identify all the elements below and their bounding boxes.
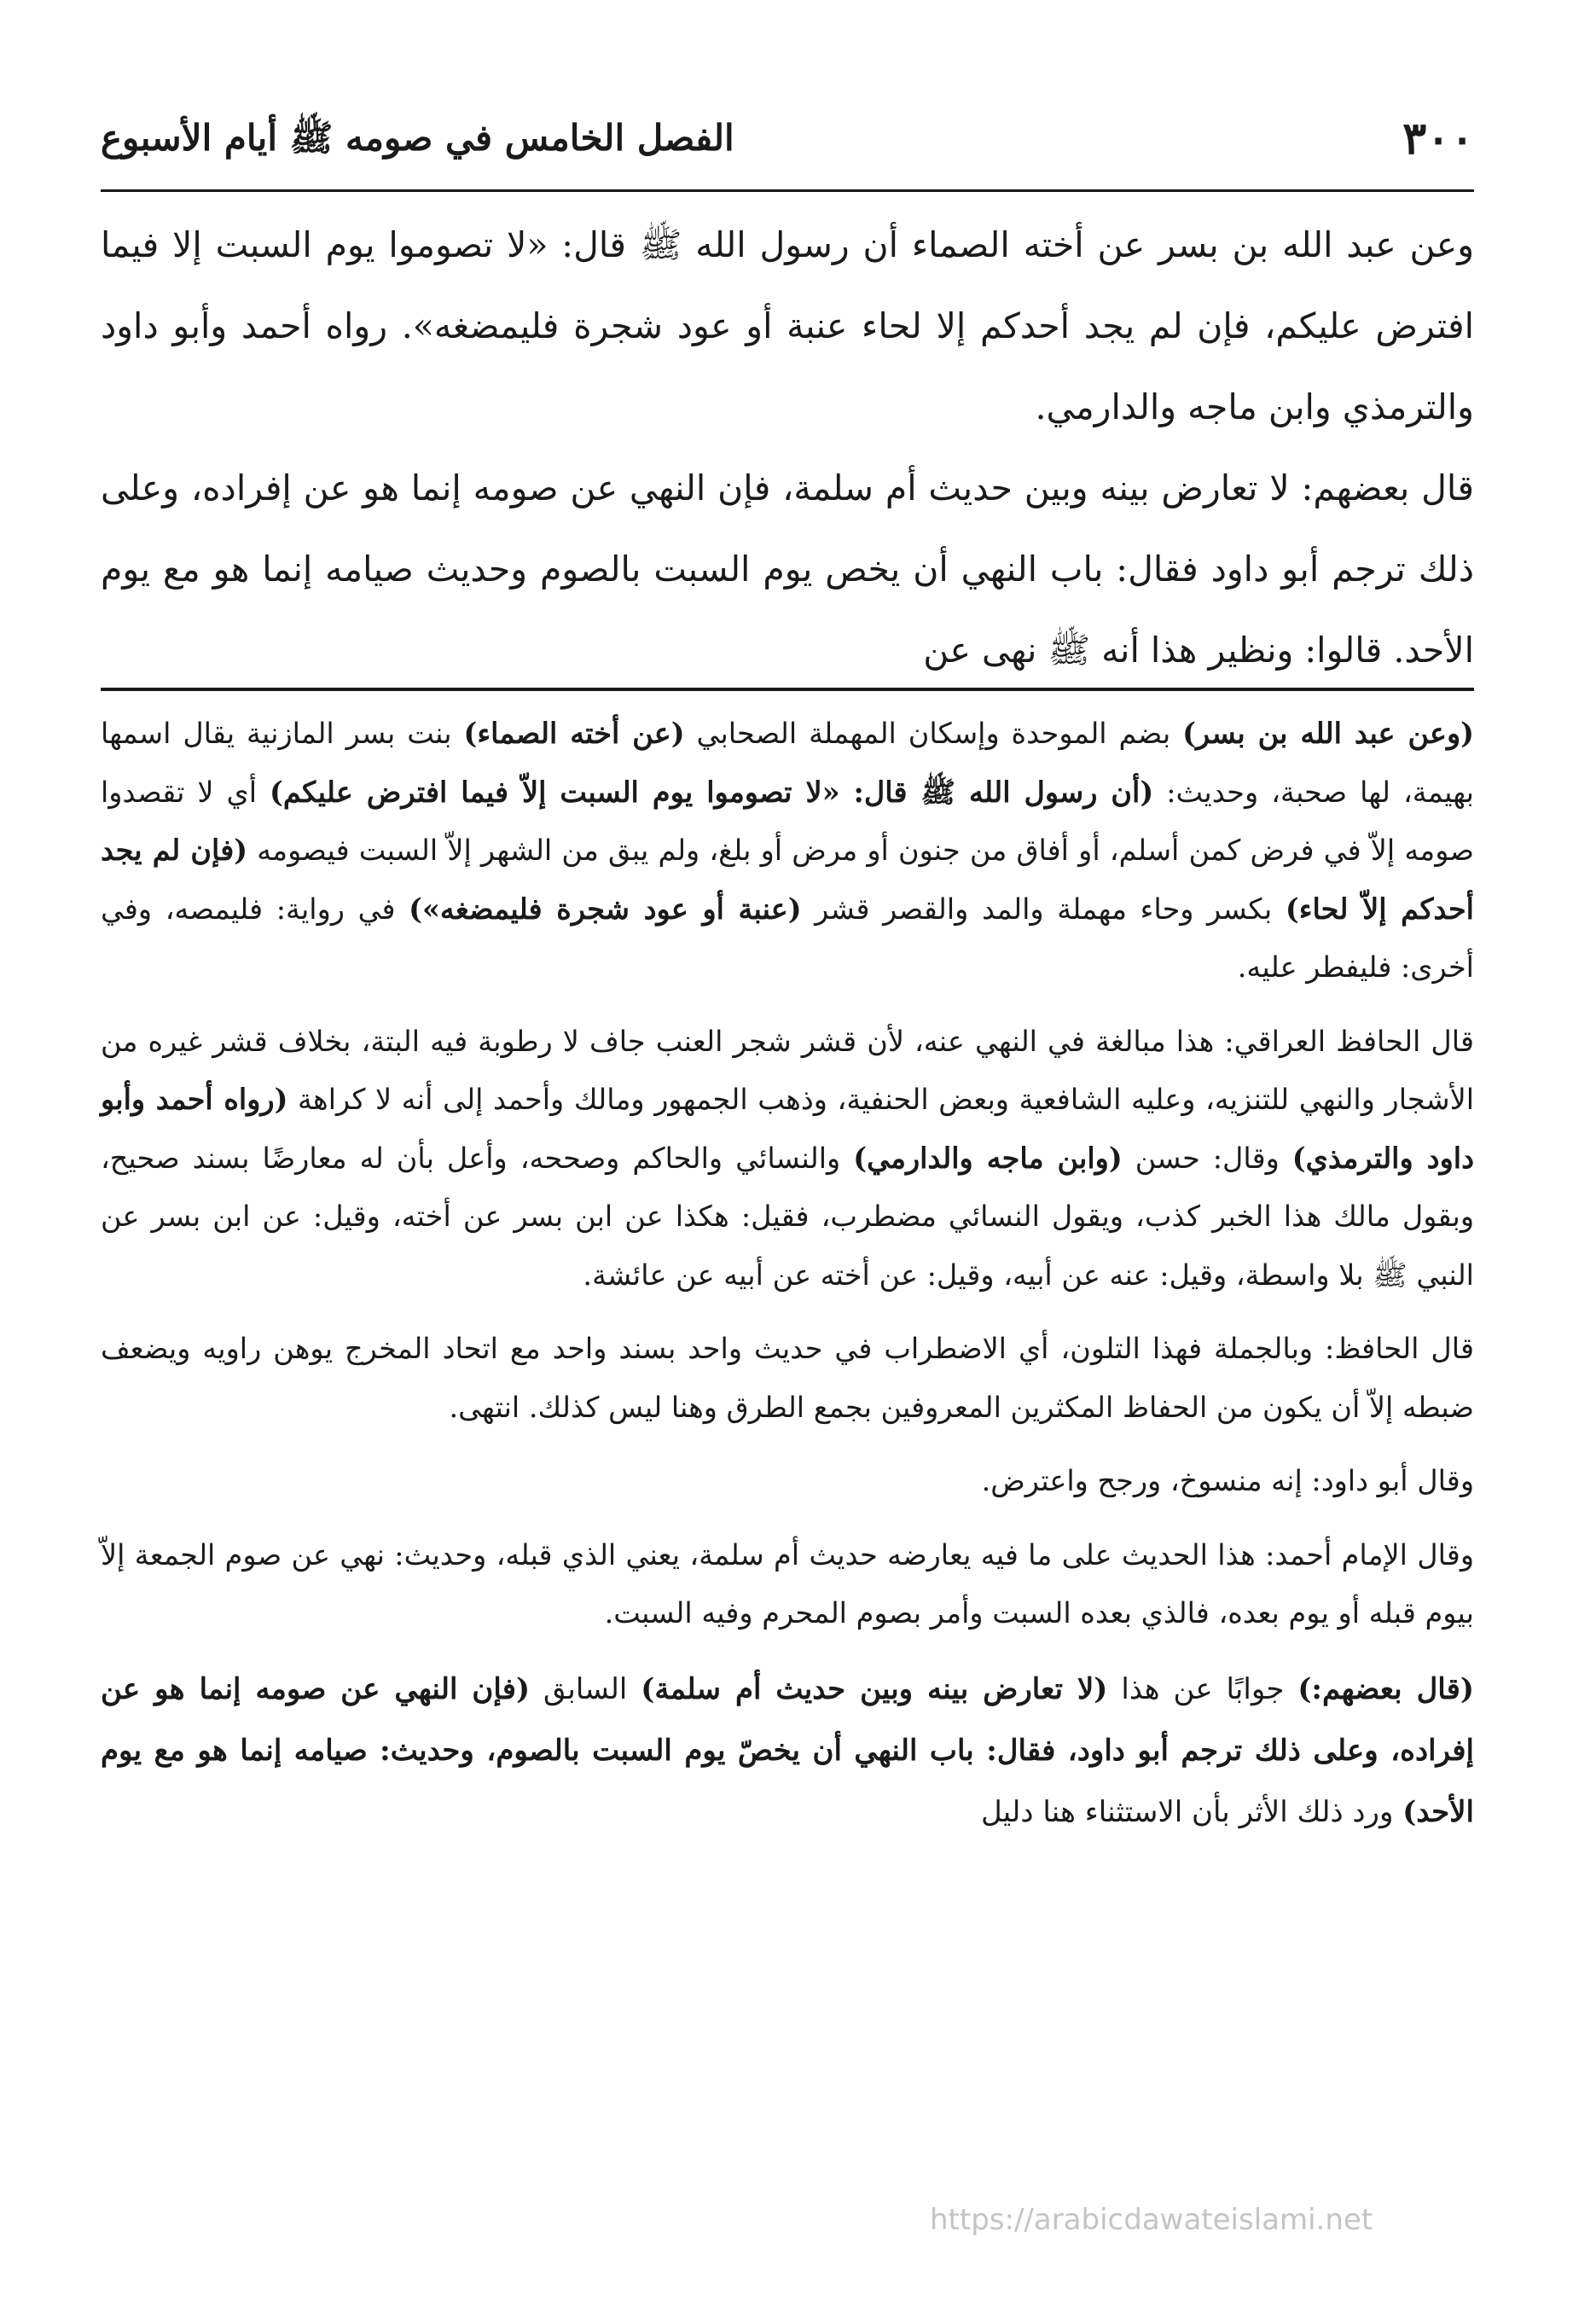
main-paragraph-hadith: وعن عبد الله بن بسر عن أخته الصماء أن رسول الله ﷺ قال: «لا تصوموا يوم السبت إلا فيما افترض عليكم، فإن لم يجد أحدكم إلا لحاء عنبة أو عود شجرة فليمضغه». رواه أحمد وأبو داود والترمذي وابن ماجه والدارمي. [101,224,1474,427]
commentary-paragraph-4: وقال أبو داود: إنه منسوخ، ورجح واعترض. [981,1464,1474,1497]
page-number: ٣٠٠ [1402,113,1474,165]
commentary-paragraph-1: (وعن عبد الله بن بسر) بضم الموحدة وإسكان المهملة الصحابي (عن أخته الصماء) بنت بسر المازنية يقال اسمها بهيمة، لها صحبة، وحديث: (أن رسول الله ﷺ قال: «لا تصوموا يوم السبت إلاّ فيما افترض عليكم) أي لا تقصدوا صومه إلاّ في فرض كمن أسلم، أو أفاق من جنون أو مرض أو بلغ، ولم يبق من الشهر إلاّ السبت فيصومه (فإن لم يجد أحدكم إلاّ لحاء) بكسر وحاء مهملة والمد والقصر قشر (عنبة أو عود شجرة فليمضغه») في رواية: فليمصه، وفي أخرى: فليفطر عليه. [101,717,1475,984]
commentary-paragraph-2: قال الحافظ العراقي: هذا مبالغة في النهي عنه، لأن قشر شجر العنب جاف لا رطوبة فيه البتة، بخلاف قشر غيره من الأشجار والنهي للتنزيه، وعليه الشافعية وبعض الحنفية، وذهب الجمهور ومالك وأحمد إلى أنه لا كراهة (رواه أحمد وأبو داود والترمذي) وقال: حسن (وابن ماجه والدارمي) والنسائي والحاكم وصححه، وأعل بأن له معارضًا بسند صحيح، وبقول مالك هذا الخبر كذب، ويقول النسائي مضطرب، فقيل: هكذا عن ابن بسر عن أخته، وقيل: عن ابن بسر عن النبي ﷺ بلا واسطة، وقيل: عنه عن أبيه، وقيل: عن أخته عن أبيه عن عائشة. [101,1024,1475,1292]
main-text [101,205,1474,691]
main-paragraph-reconciliation: قال بعضهم: لا تعارض بينه وبين حديث أم سلمة، فإن النهي عن صومه إنما هو عن إفراده، وعلى ذلك ترجم أبو داود فقال: باب النهي أن يخص يوم السبت بالصوم وحديث صيامه إنما هو مع يوم الأحد. قالوا: ونظير هذا أنه ﷺ نهى عن [101,468,1474,671]
commentary-paragraph-5: وقال الإمام أحمد: هذا الحديث على ما فيه يعارضه حديث أم سلمة، يعني الذي قبله، وحديث: نهي عن صوم الجمعة إلاّ بيوم قبله أو يوم بعده، فالذي بعده السبت وأمر بصوم المحرم وفيه السبت. [101,1537,1474,1630]
commentary-paragraph-3: قال الحافظ: وبالجملة فهذا التلون، أي الاضطراب في حديث واحد بسند واحد مع اتحاد المخرج يوهن راويه ويضعف ضبطه إلاّ أن يكون من الحفاظ المكثرين المعروفين بجمع الطرق وهنا ليس كذلك. انتهى. [101,1332,1474,1424]
watermark-url: https://arabicdawateislami.net [930,2203,1373,2237]
header-rule [101,189,1474,192]
commentary [101,705,1474,1843]
running-title: الفصل الخامس في صومه ﷺ أيام الأسبوع [101,117,734,159]
commentary-separator [101,688,1474,691]
page-header [101,111,1474,179]
commentary-paragraph-6: (قال بعضهم:) جوابًا عن هذا (لا تعارض بينه وبين حديث أم سلمة) السابق (فإن النهي عن صومه إنما هو عن إفراده، وعلى ذلك ترجم أبو داود، فقال: باب النهي أن يخصّ يوم السبت بالصوم، وحديث: صيامه إنما هو مع يوم الأحد) ورد ذلك الأثر بأن الاستثناء هنا دليل [101,1671,1474,1829]
